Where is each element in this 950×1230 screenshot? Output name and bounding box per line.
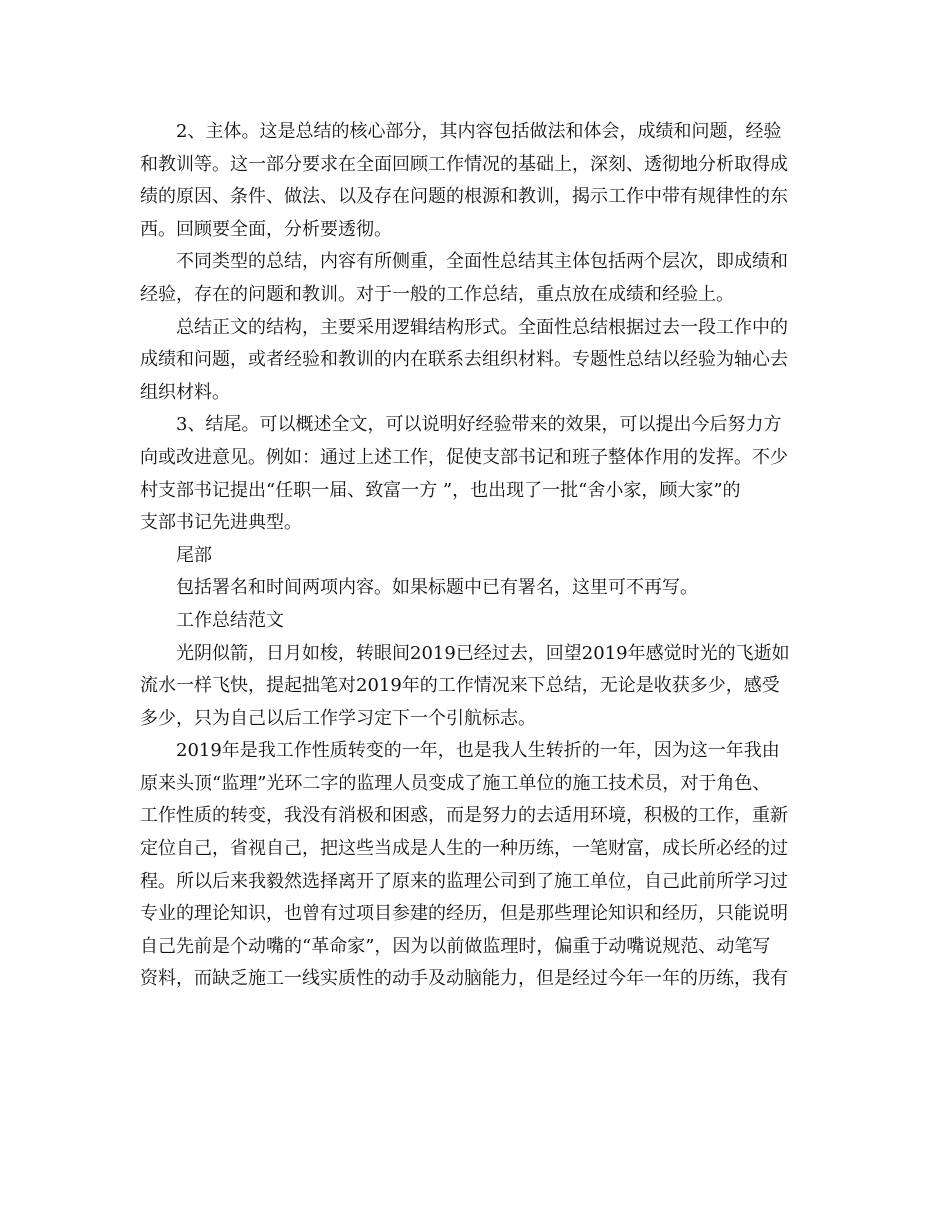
- text-line: 3、结尾。可以概述全文，可以说明好经验带来的效果，可以提出今后努力方: [176, 414, 782, 436]
- text-line: 包括署名和时间两项内容。如果标题中已有署名，这里可不再写。: [176, 577, 698, 599]
- text-line: 自己先前是个动嘴的“革命家”，因为以前做监理时，偏重于动嘴说规范、动笔写: [140, 935, 771, 957]
- text-line: 专业的理论知识，也曾有过项目参建的经历，但是那些理论知识和经历，只能说明: [140, 903, 788, 925]
- text-line: 成绩和问题，或者经验和教训的内在联系去组织材料。专题性总结以经验为轴心去: [140, 349, 788, 371]
- text-line: 流水一样飞快，提起拙笔对2019年的工作情况来下总结，无论是收获多少，感受: [140, 675, 780, 697]
- section-heading: 尾部: [176, 544, 212, 566]
- section-heading: 工作总结范文: [176, 609, 284, 631]
- text-line: 2019年是我工作性质转变的一年，也是我人生转折的一年，因为这一年我由: [176, 740, 780, 762]
- text-line: 程。所以后来我毅然选择离开了原来的监理公司到了施工单位，自己此前所学习过: [140, 870, 788, 892]
- text-line: 西。回顾要全面，分析要透彻。: [140, 218, 392, 240]
- text-line: 光阴似箭，日月如梭，转眼间2019已经过去，回望2019年感觉时光的飞逝如: [176, 642, 790, 664]
- text-line: 2、主体。这是总结的核心部分，其内容包括做法和体会，成绩和问题，经验: [176, 121, 782, 142]
- text-line: 资料，而缺乏施工一线实质性的动手及动脑能力，但是经过今年一年的历练，我有: [140, 968, 788, 990]
- text-line: 和教训等。这一部分要求在全面回顾工作情况的基础上，深刻、透彻地分析取得成: [140, 153, 788, 175]
- text-line: 原来头顶“监理”光环二字的监理人员变成了施工单位的施工技术员，对于角色、: [140, 772, 771, 794]
- text-line: 向或改进意见。例如：通过上述工作，促使支部书记和班子整体作用的发挥。不少: [140, 446, 788, 468]
- text-line: 不同类型的总结，内容有所侧重，全面性总结其主体包括两个层次，即成绩和: [176, 251, 788, 273]
- text-line: 村支部书记提出“任职一届、致富一方 ”，也出现了一批“舍小家，顾大家”的: [140, 479, 741, 501]
- text-line: 定位自己，省视自己，把这些当成是人生的一种历练，一笔财富，成长所必经的过: [140, 838, 788, 860]
- text-line: 组织材料。: [140, 381, 230, 403]
- text-line: 工作性质的转变，我没有消极和困惑，而是努力的去适用环境，积极的工作，重新: [140, 805, 788, 827]
- text-line: 总结正文的结构，主要采用逻辑结构形式。全面性总结根据过去一段工作中的: [176, 316, 788, 338]
- text-line: 绩的原因、条件、做法、以及存在问题的根源和教训，揭示工作中带有规律性的东: [140, 186, 788, 208]
- text-line: 经验，存在的问题和教训。对于一般的工作总结，重点放在成绩和经验上。: [140, 283, 734, 305]
- text-line: 支部书记先进典型。: [140, 512, 302, 534]
- text-line: 多少，只为自己以后工作学习定下一个引航标志。: [140, 707, 536, 729]
- document-body: [140, 116, 808, 996]
